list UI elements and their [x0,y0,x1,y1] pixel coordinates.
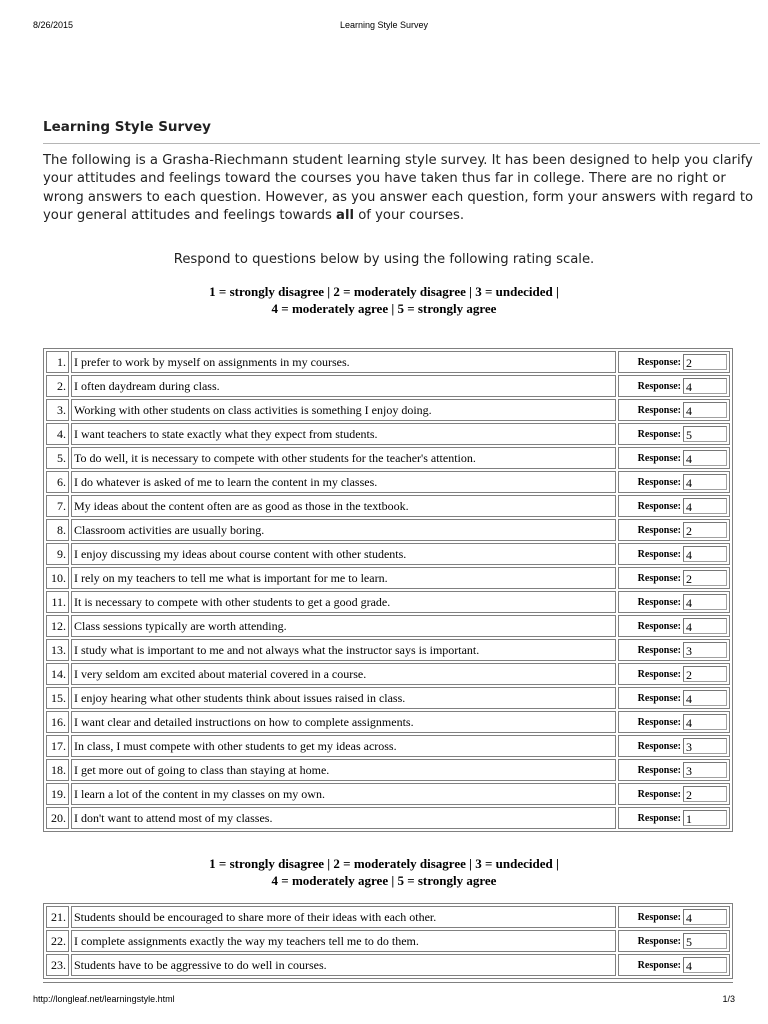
question-row [46,495,730,517]
response-label: Response: [637,668,681,680]
question-row [46,399,730,421]
survey-table-2-body [46,906,730,976]
question-text: I rely on my teachers to tell me what is important for me to learn. [71,567,616,589]
question-row [46,759,730,781]
response-cell [618,711,730,733]
question-row [46,375,730,397]
question-number: 19. [46,783,69,805]
question-text: Class sessions typically are worth attending. [71,615,616,637]
question-text: I complete assignments exactly the way my teachers tell me to do them. [71,930,616,952]
response-label: Response: [637,959,681,971]
question-text: Classroom activities are usually boring. [71,519,616,541]
question-text: Students should be encouraged to share more of their ideas with each other. [71,906,616,928]
response-label: Response: [637,548,681,560]
rating-instruction: Respond to questions below by using the following rating scale. [173,252,595,267]
question-row [46,687,730,709]
question-number: 1. [46,351,69,373]
question-text: It is necessary to compete with other students to get a good grade. [71,591,616,613]
question-number: 5. [46,447,69,469]
question-row [46,930,730,952]
question-number: 12. [46,615,69,637]
response-label: Response: [637,692,681,704]
response-cell [618,759,730,781]
question-row [46,615,730,637]
response-cell [618,519,730,541]
response-cell [618,639,730,661]
response-label: Response: [637,935,681,947]
print-page-title: Learning Style Survey [339,20,429,30]
question-number: 7. [46,495,69,517]
question-row [46,954,730,976]
page-url: http://longleaf.net/learningstyle.html [33,994,175,1004]
rating-scale-line-1: 1 = strongly disagree | 2 = moderately disagree | 3 = undecided | [209,284,559,299]
question-number: 9. [46,543,69,565]
response-label: Response: [637,452,681,464]
response-label: Response: [637,788,681,800]
page-title: Learning Style Survey [43,119,211,135]
response-label: Response: [637,500,681,512]
question-text: To do well, it is necessary to compete with other students for the teacher's attention. [71,447,616,469]
question-number: 2. [46,375,69,397]
response-cell [618,399,730,421]
survey-table-1-body [46,351,730,829]
survey-table-2 [43,903,733,979]
question-text: Working with other students on class activities is something I enjoy doing. [71,399,616,421]
response-cell [618,735,730,757]
response-cell [618,663,730,685]
response-input[interactable]: 2 [683,522,727,538]
intro-paragraph [43,152,761,226]
question-text: I very seldom am excited about material covered in a course. [71,663,616,685]
response-label: Response: [637,716,681,728]
rating-scale-line-1: 1 = strongly disagree | 2 = moderately disagree | 3 = undecided | [209,856,559,871]
question-row [46,783,730,805]
response-input[interactable]: 5 [683,426,727,442]
question-text: I don't want to attend most of my classes. [71,807,616,829]
question-text: My ideas about the content often are as good as those in the textbook. [71,495,616,517]
question-row [46,423,730,445]
response-cell [618,930,730,952]
response-input[interactable]: 2 [683,666,727,682]
response-label: Response: [637,911,681,923]
response-cell [618,954,730,976]
response-label: Response: [637,380,681,392]
question-number: 22. [46,930,69,952]
question-text: I study what is important to me and not always what the instructor says is important. [71,639,616,661]
response-label: Response: [637,596,681,608]
response-input[interactable]: 4 [683,909,727,925]
response-input[interactable]: 2 [683,570,727,586]
response-label: Response: [637,764,681,776]
question-number: 17. [46,735,69,757]
response-label: Response: [637,740,681,752]
response-input[interactable]: 3 [683,738,727,754]
question-row [46,807,730,829]
response-label: Response: [637,620,681,632]
response-input[interactable]: 4 [683,378,727,394]
question-number: 18. [46,759,69,781]
response-cell [618,495,730,517]
question-row [46,906,730,928]
question-row [46,567,730,589]
response-label: Response: [637,812,681,824]
page-number: 1/3 [722,994,735,1004]
response-input[interactable]: 4 [683,450,727,466]
question-row [46,735,730,757]
question-number: 14. [46,663,69,685]
print-header [33,20,735,32]
rating-scale-top [0,283,768,317]
response-input[interactable]: 5 [683,933,727,949]
question-text: I do whatever is asked of me to learn the content in my classes. [71,471,616,493]
response-input[interactable]: 4 [683,690,727,706]
response-cell [618,543,730,565]
response-label: Response: [637,404,681,416]
survey-table-1 [43,348,733,832]
question-text: Students have to be aggressive to do well in courses. [71,954,616,976]
question-row [46,591,730,613]
intro-text-start: The following is a Grasha-Riechmann student learning style survey. It has been designed to help you clarify your attitudes and feelings toward the courses you have taken thus far in college. There are no right or wrong answers to each question. However, as you answer each question, form your answers with regard to your general attitudes and feelings towards [43,153,754,224]
question-number: 21. [46,906,69,928]
question-number: 6. [46,471,69,493]
response-cell [618,906,730,928]
question-row [46,663,730,685]
question-number: 20. [46,807,69,829]
response-cell [618,447,730,469]
response-label: Response: [637,428,681,440]
response-cell [618,807,730,829]
question-row [46,471,730,493]
response-label: Response: [637,572,681,584]
question-row [46,543,730,565]
question-row [46,519,730,541]
title-divider [43,143,760,144]
question-number: 13. [46,639,69,661]
response-input[interactable]: 1 [683,810,727,826]
response-input[interactable]: 4 [683,498,727,514]
response-input[interactable]: 2 [683,786,727,802]
response-input[interactable]: 4 [683,474,727,490]
question-text: I enjoy discussing my ideas about course content with other students. [71,543,616,565]
response-cell [618,615,730,637]
question-text: I want teachers to state exactly what they expect from students. [71,423,616,445]
intro-text-end: of your courses. [354,208,465,224]
question-row [46,447,730,469]
question-number: 3. [46,399,69,421]
response-input[interactable]: 4 [683,594,727,610]
response-input[interactable]: 4 [683,957,727,973]
response-cell [618,423,730,445]
question-text: I enjoy hearing what other students think about issues raised in class. [71,687,616,709]
question-number: 8. [46,519,69,541]
question-number: 16. [46,711,69,733]
response-input[interactable]: 3 [683,642,727,658]
response-cell [618,687,730,709]
rating-scale-line-2: 4 = moderately agree | 5 = strongly agree [271,873,497,888]
rating-scale-line-2: 4 = moderately agree | 5 = strongly agree [271,301,497,316]
response-input[interactable]: 2 [683,354,727,370]
question-text: I often daydream during class. [71,375,616,397]
response-cell [618,591,730,613]
question-number: 10. [46,567,69,589]
question-number: 23. [46,954,69,976]
intro-text-bold: all [336,208,354,224]
response-input[interactable]: 4 [683,402,727,418]
response-label: Response: [637,356,681,368]
question-row [46,639,730,661]
print-footer [33,994,735,1006]
print-date: 8/26/2015 [33,20,74,30]
question-row [46,351,730,373]
question-text: I get more out of going to class than staying at home. [71,759,616,781]
question-text: In class, I must compete with other students to get my ideas across. [71,735,616,757]
response-cell [618,351,730,373]
question-text: I prefer to work by myself on assignments in my courses. [71,351,616,373]
question-number: 11. [46,591,69,613]
rating-scale-bottom [0,855,768,889]
response-input[interactable]: 4 [683,714,727,730]
response-cell [618,375,730,397]
question-text: I want clear and detailed instructions on how to complete assignments. [71,711,616,733]
response-cell [618,471,730,493]
question-text: I learn a lot of the content in my classes on my own. [71,783,616,805]
response-label: Response: [637,476,681,488]
page-cut-mask [0,983,768,993]
question-number: 15. [46,687,69,709]
response-cell [618,783,730,805]
question-number: 4. [46,423,69,445]
response-label: Response: [637,644,681,656]
response-input[interactable]: 4 [683,618,727,634]
response-cell [618,567,730,589]
response-input[interactable]: 3 [683,762,727,778]
next-row-top-edge [43,982,733,983]
response-input[interactable]: 4 [683,546,727,562]
question-row [46,711,730,733]
response-label: Response: [637,524,681,536]
